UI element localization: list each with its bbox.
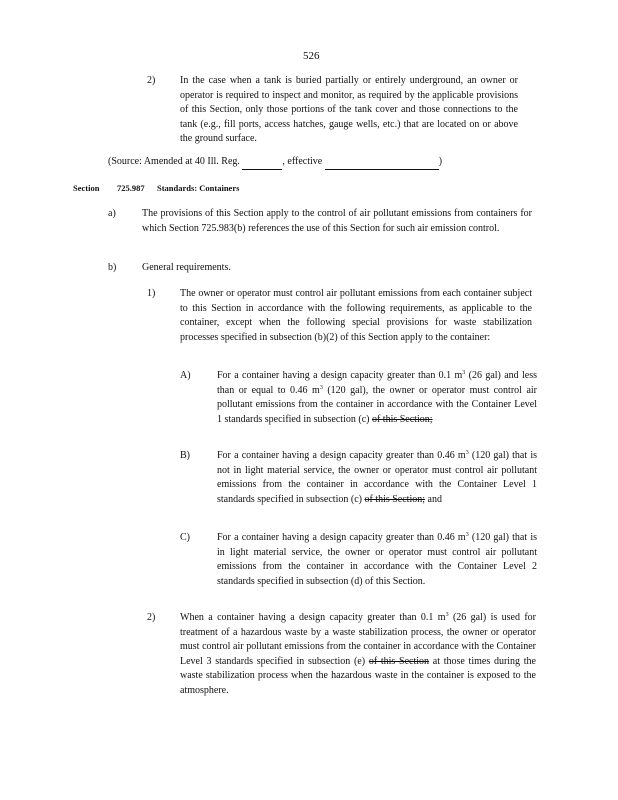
paragraph: When a container having a design capacity greater than 0.1 $m^3$ (26 gal) is used for treatment of a hazardous waste by a waste stabilization process, the owner or operator must control air pollutant emissions from the container in accordance with the Container Level 3 standards specified in subsection (e) of this Section at those times during the waste stabilization process when the hazardous waste in the container is exposed to the atmosphere. (180, 612, 537, 696)
paragraph: The owner or operator must control air pollutant emissions from each container subject to this Section in accordance with the following requirements, as applicable to the container, except when the following special provisions for waste stabilization processes specified in subsection (b)(2) of this Section apply to the container: (180, 288, 532, 343)
paragraph: For a container having a design capacity greater than 0.46 $m^3$ (120 gal) that is not in light material service, the owner or operator must control air pollutant emissions from the container in accordance with the Container Level 1 standards specified in subsection (c) of this Section; and (217, 450, 538, 505)
item-label: C) (180, 532, 190, 543)
source-suffix: ) (438, 156, 443, 167)
paragraph: For a container having a design capacity greater than 0.46 $m^3$ (120 gal) that is in light material service, the owner or operator must control air pollutant emissions from the container in accordance with the Container Level 2 standards specified in subsection (d) of this Section. (217, 532, 538, 587)
source-note (108, 155, 442, 170)
item-label: 2) (147, 612, 156, 623)
section-label: Section (73, 183, 100, 193)
paragraph: In the case when a tank is buried partially or entirely underground, an owner or operator is required to inspect and monitor, as required by the applicable provisions of this Section, only those portions of the tank cover and those connections to the tank (e.g., fill ports, access hatches, gauge wells, etc.) that are located on or above the ground surface. (180, 75, 518, 144)
paragraph: The provisions of this Section apply to the control of air pollutant emissions from containers for which Section 725.983(b) references the use of this Section for such air emission control. (142, 208, 532, 234)
paragraph: For a container having a design capacity greater than 0.1 $m^3$ (26 gal) and less than or equal to 0.46 $m^3$ (120 gal), the owner or operator must control air pollutant emissions from the container in accordance with the Container Level 1 standards specified in subsection (c) of this Section; (217, 370, 537, 425)
section-title: Standards: Containers (157, 183, 240, 193)
item-label: B) (180, 450, 190, 461)
blank-line (242, 159, 282, 170)
section-number: 725.987 (117, 183, 145, 193)
page-number: 526 (303, 50, 320, 62)
blank-line (325, 159, 439, 170)
source-prefix: (Source: Amended at 40 Ill. Reg. (108, 156, 240, 167)
item-label: A) (180, 370, 191, 381)
item-label: 2) (147, 75, 156, 86)
item-label: b) (108, 262, 117, 273)
heading: General requirements. (142, 262, 231, 273)
item-label: 1) (147, 288, 156, 299)
item-label: a) (108, 208, 116, 219)
source-middle: , effective (282, 156, 323, 167)
